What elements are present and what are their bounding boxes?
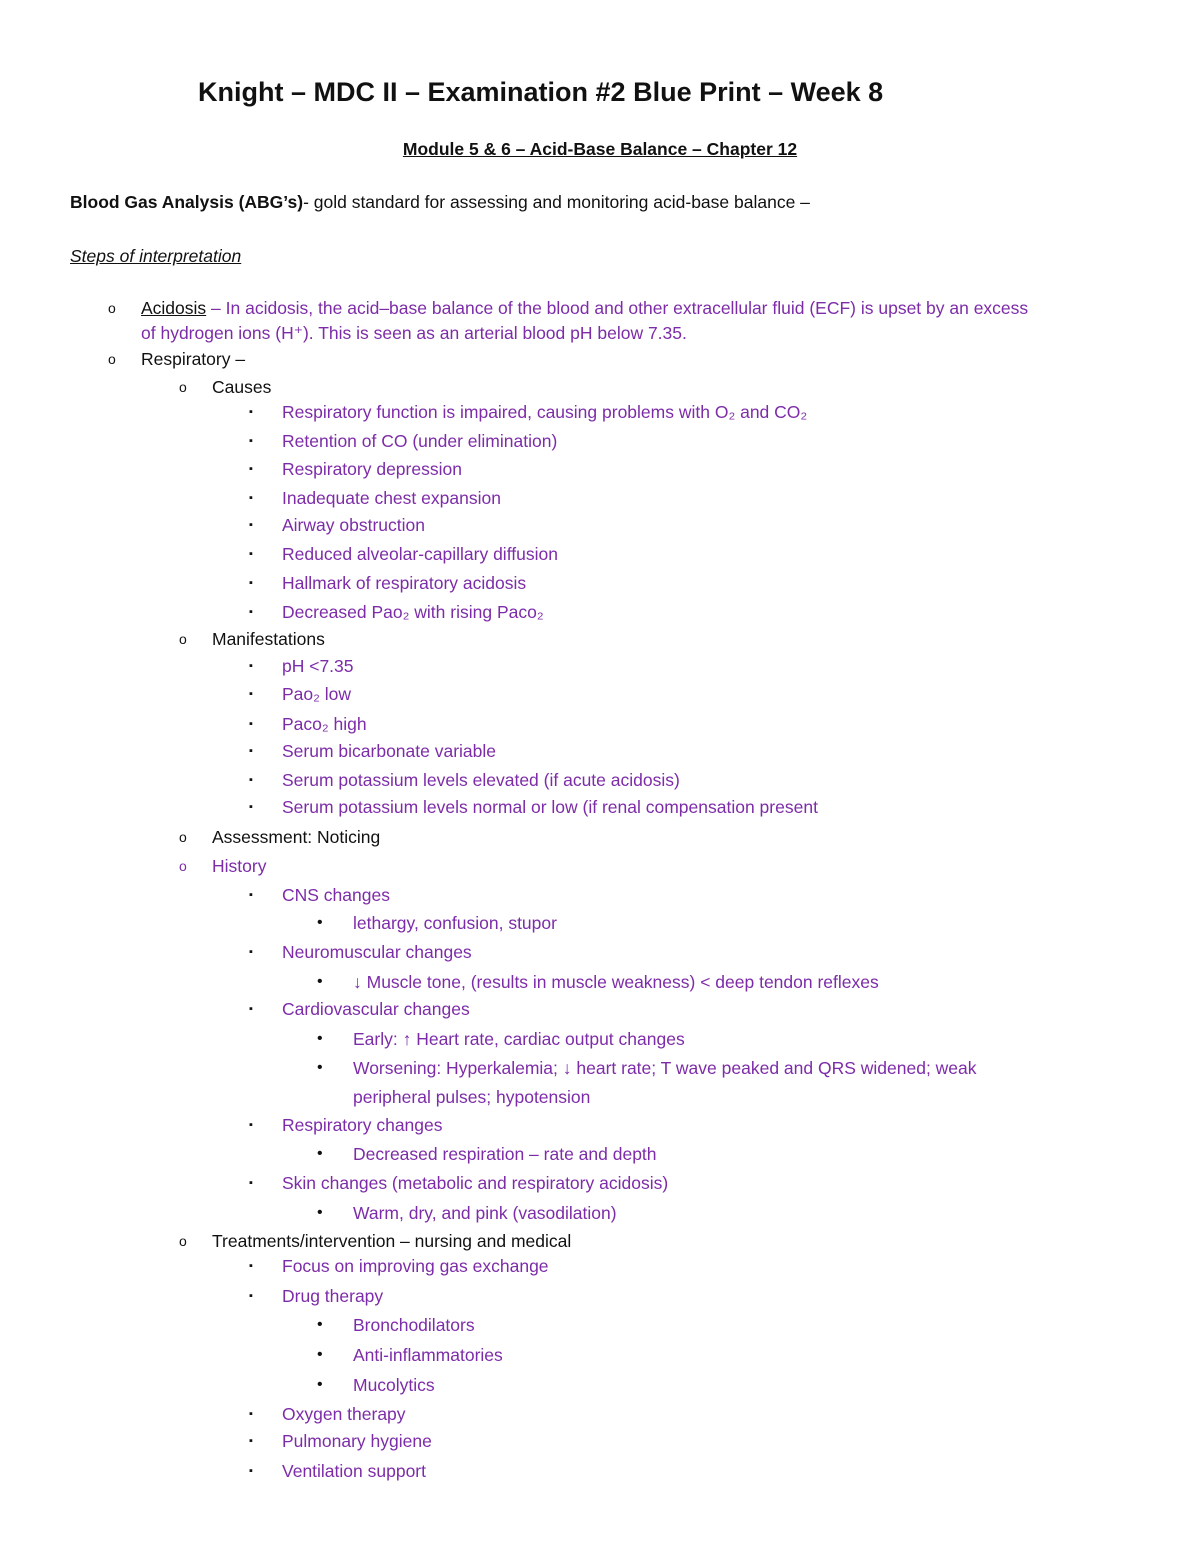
abg-text: - gold standard for assessing and monitoring acid-base balance – — [303, 192, 810, 212]
treatments-heading: Treatments/intervention – nursing and medical — [212, 1231, 572, 1251]
list-marker-square: ▪ — [249, 463, 253, 475]
list-marker-bullet: • — [317, 973, 323, 990]
history-item-cns: CNS changes — [282, 885, 390, 905]
list-marker-square: ▪ — [249, 1408, 253, 1420]
list-marker-hollow: o — [179, 1233, 187, 1249]
list-marker-square: ▪ — [249, 801, 253, 813]
history-subitem: Warm, dry, and pink (vasodilation) — [353, 1203, 617, 1223]
history-heading: History — [212, 856, 267, 876]
treatment-item: Pulmonary hygiene — [282, 1431, 432, 1451]
list-marker-square: ▪ — [249, 1290, 253, 1302]
cause-item: Decreased Pao₂ with rising Paco₂ — [282, 602, 544, 622]
drug-item: Mucolytics — [353, 1375, 435, 1395]
list-marker-square: ▪ — [249, 1465, 253, 1477]
list-marker-bullet: • — [317, 1059, 323, 1076]
treatment-item: Drug therapy — [282, 1286, 384, 1306]
manifestations-heading: Manifestations — [212, 629, 325, 649]
causes-heading: Causes — [212, 377, 272, 397]
list-marker-square: ▪ — [249, 1119, 253, 1131]
list-marker-square: ▪ — [249, 745, 253, 757]
list-marker-square: ▪ — [249, 406, 253, 418]
cause-item: Airway obstruction — [282, 515, 425, 535]
list-marker-square: ▪ — [249, 688, 253, 700]
history-item-skin: Skin changes (metabolic and respiratory acidosis) — [282, 1173, 669, 1193]
acidosis-label: Acidosis — [141, 298, 207, 318]
list-marker-square: ▪ — [249, 946, 253, 958]
list-marker-bullet: • — [317, 1204, 323, 1221]
cause-item: Retention of CO (under elimination) — [282, 431, 558, 451]
list-marker-square: ▪ — [249, 435, 253, 447]
list-marker-square: ▪ — [249, 774, 253, 786]
list-marker-hollow: o — [179, 379, 187, 395]
cause-item: Hallmark of respiratory acidosis — [282, 573, 527, 593]
respiratory-heading: Respiratory – — [141, 349, 246, 369]
cause-item: Reduced alveolar-capillary diffusion — [282, 544, 558, 564]
manifestation-item: Pao₂ low — [282, 684, 352, 704]
list-marker-square: ▪ — [249, 548, 253, 560]
list-marker-square: ▪ — [249, 492, 253, 504]
drug-item: Anti-inflammatories — [353, 1345, 503, 1365]
history-item-resp: Respiratory changes — [282, 1115, 443, 1135]
page-title: Knight – MDC II – Examination #2 Blue Print – Week 8 — [198, 77, 884, 107]
manifestation-item: Serum potassium levels elevated (if acute acidosis) — [282, 770, 680, 790]
acidosis-line-1 — [141, 297, 1028, 319]
list-marker-bullet: • — [317, 914, 323, 931]
list-marker-hollow: o — [179, 829, 187, 845]
manifestation-item: Serum potassium levels normal or low (if renal compensation present — [282, 797, 818, 817]
assessment-heading: Assessment: Noticing — [212, 827, 381, 847]
list-marker-square: ▪ — [249, 606, 253, 618]
list-marker-bullet: • — [317, 1376, 323, 1393]
list-marker-bullet: • — [317, 1316, 323, 1333]
list-marker-hollow: o — [179, 858, 187, 874]
list-marker-hollow: o — [179, 631, 187, 647]
treatment-item: Oxygen therapy — [282, 1404, 406, 1424]
list-marker-hollow: o — [108, 351, 116, 367]
history-subitem: ↓ Muscle tone, (results in muscle weakness) < deep tendon reflexes — [353, 972, 879, 992]
list-marker-square: ▪ — [249, 1177, 253, 1189]
treatment-item: Ventilation support — [282, 1461, 426, 1481]
list-marker-square: ▪ — [249, 1435, 253, 1447]
history-subitem-continued: peripheral pulses; hypotension — [353, 1087, 591, 1107]
list-marker-square: ▪ — [249, 718, 253, 730]
list-marker-square: ▪ — [249, 889, 253, 901]
list-marker-square: ▪ — [249, 519, 253, 531]
list-marker-bullet: • — [317, 1145, 323, 1162]
manifestation-item: Serum bicarbonate variable — [282, 741, 497, 761]
manifestation-item: pH <7.35 — [282, 656, 354, 676]
list-marker-square: ▪ — [249, 1003, 253, 1015]
cause-item: Respiratory depression — [282, 459, 462, 479]
history-subitem: lethargy, confusion, stupor — [353, 913, 557, 933]
history-subitem: Decreased respiration – rate and depth — [353, 1144, 657, 1164]
treatment-item: Focus on improving gas exchange — [282, 1256, 549, 1276]
manifestation-item: Paco₂ high — [282, 714, 367, 734]
module-subtitle: Module 5 & 6 – Acid-Base Balance – Chapter 12 — [402, 139, 798, 159]
history-item-cardio: Cardiovascular changes — [282, 999, 470, 1019]
acidosis-line-2: of hydrogen ions (H⁺). This is seen as an arterial blood pH below 7.35. — [141, 323, 687, 343]
list-marker-bullet: • — [317, 1030, 323, 1047]
abg-label: Blood Gas Analysis (ABG’s) — [70, 192, 304, 212]
list-marker-hollow: o — [108, 300, 116, 316]
list-marker-square: ▪ — [249, 660, 253, 672]
acidosis-definition: – In acidosis, the acid–base balance of the blood and other extracellular fluid (ECF) is upset by an excess — [206, 298, 1029, 318]
list-marker-bullet: • — [317, 1346, 323, 1363]
history-item-neuro: Neuromuscular changes — [282, 942, 472, 962]
cause-item: Inadequate chest expansion — [282, 488, 501, 508]
drug-item: Bronchodilators — [353, 1315, 475, 1335]
history-subitem: Worsening: Hyperkalemia; ↓ heart rate; T wave peaked and QRS widened; weak — [353, 1058, 977, 1078]
cause-item: Respiratory function is impaired, causing problems with O₂ and CO₂ — [282, 402, 808, 422]
list-marker-square: ▪ — [249, 1260, 253, 1272]
list-marker-square: ▪ — [249, 577, 253, 589]
abg-line — [70, 191, 810, 213]
steps-heading: Steps of interpretation — [70, 246, 242, 266]
history-subitem: Early: ↑ Heart rate, cardiac output changes — [353, 1029, 685, 1049]
